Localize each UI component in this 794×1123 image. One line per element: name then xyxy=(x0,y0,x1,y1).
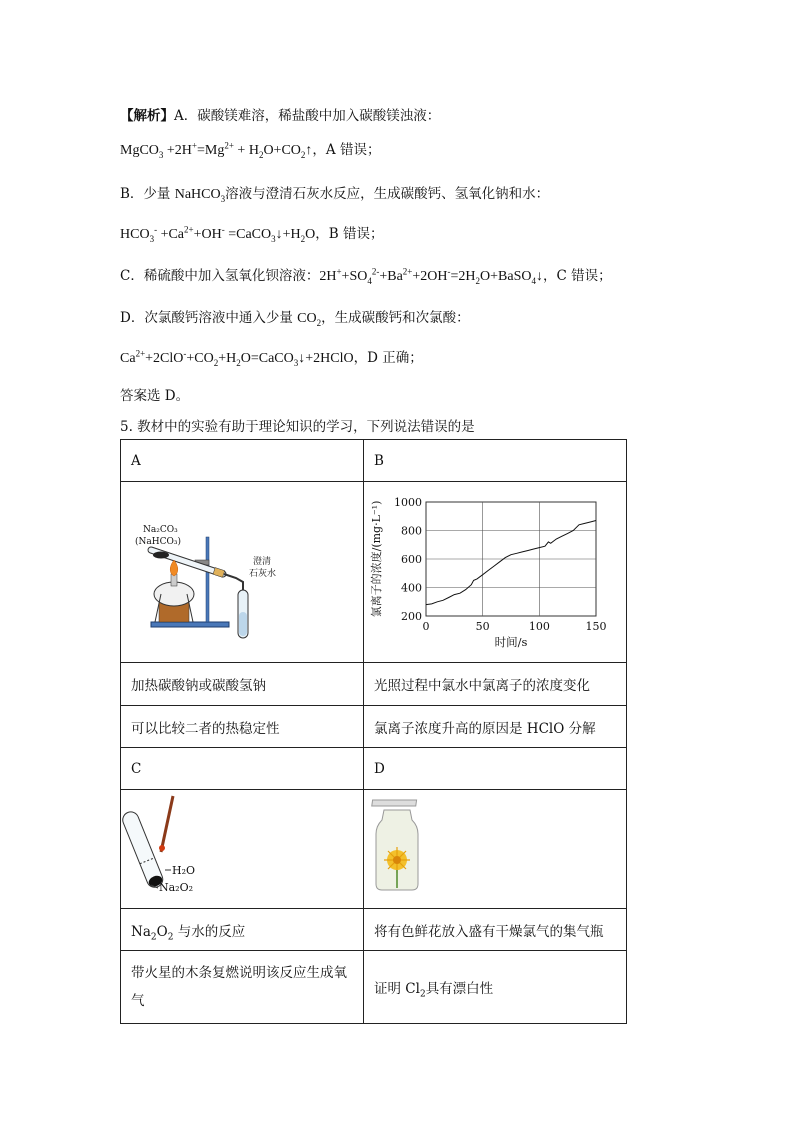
cell-d-desc2b: 具有漂白性 xyxy=(425,981,494,997)
cell-d-label: D xyxy=(364,748,627,790)
analysis-d-line: D．次氯酸钙溶液中通入少量 $CO_2$，生成碳酸钙和次氯酸： xyxy=(120,310,470,328)
chloride-concentration-chart xyxy=(364,482,626,658)
cell-c-desc1: $Na_2O_2$ 与水的反应 xyxy=(121,909,364,951)
equation-a: MgCO$_3$ $+2H^+=Mg^{2+}$ + $H_2O+CO_2↑$，A 错误； xyxy=(120,140,381,160)
fig-c-na2o2: Na₂O₂ xyxy=(159,881,194,894)
x-tick-label: 50 xyxy=(475,620,490,633)
cell-d-desc1: 将有色鲜花放入盛有干燥氯气的集气瓶 xyxy=(364,909,627,951)
equation-a-tail: ，A 错误； xyxy=(312,142,381,158)
cell-d-desc2a: 证明 xyxy=(374,981,406,997)
cell-a-desc1: 加热碳酸钠或碳酸氢钠 xyxy=(121,663,364,706)
y-tick-label: 1000 xyxy=(394,496,422,509)
figure-a-cell xyxy=(121,482,364,663)
y-axis-label: 氯离子的浓度/(mg·L⁻¹) xyxy=(370,500,383,618)
x-tick-label: 150 xyxy=(585,620,607,633)
cell-d-desc2: 证明 $Cl_2$具有漂白性 xyxy=(364,951,627,1024)
y-tick-label: 800 xyxy=(401,524,422,538)
equation-b-tail: ，B 错误； xyxy=(315,226,384,242)
series-line xyxy=(426,521,596,605)
analysis-a-text: A．碳酸镁难溶，稀盐酸中加入碳酸镁浊液： xyxy=(174,108,441,124)
test-tube-figure xyxy=(121,790,363,904)
answer-line: 答案选 D。 xyxy=(120,388,190,404)
analysis-b-text-1: B．少量 xyxy=(120,186,175,202)
analysis-c-line: C．稀硫酸中加入氢氧化钡溶液：$2H^++SO_4^{2-}+Ba^{2+}+2OH^-=2H_2O+BaSO_4↓$，C 错误； xyxy=(120,266,612,286)
equation-b: $HCO_3^- +Ca^{2+}+OH^-$ $=CaCO_3↓+H_2O$，B 错误； xyxy=(120,224,384,244)
analysis-c-tail: ，C 错误； xyxy=(542,268,612,284)
x-tick-label: 0 xyxy=(422,620,430,633)
analysis-b-text-2: 溶液与澄清石灰水反应，生成碳酸钙、氢氧化钠和水： xyxy=(225,186,550,202)
cell-a-label: A xyxy=(121,440,364,482)
fig-a-label-top: Na₂CO₃ xyxy=(143,525,178,535)
analysis-bracket: 【解析】 xyxy=(120,108,174,124)
analysis-d-text-2: ，生成碳酸钙和次氯酸： xyxy=(321,310,470,326)
analysis-a-line xyxy=(120,104,440,124)
cell-b-desc1: 光照过程中氯水中氯离子的浓度变化 xyxy=(364,663,627,706)
options-table xyxy=(120,439,627,1024)
equation-d: $Ca^{2+}+2ClO^-+CO_2+H_2O=CaCO_3↓+2HClO$，D 正确； xyxy=(120,348,423,368)
y-tick-label: 600 xyxy=(401,553,422,566)
figure-c-cell xyxy=(121,790,364,909)
y-tick-label: 400 xyxy=(401,581,422,595)
x-axis-label: 时间/s xyxy=(494,635,528,649)
cell-b-desc2: 氯离子浓度升高的原因是 HClO 分解 xyxy=(364,706,627,748)
figure-d-cell xyxy=(364,790,627,909)
cell-a-desc2: 可以比较二者的热稳定性 xyxy=(121,706,364,748)
cell-c-label: C xyxy=(121,748,364,790)
x-tick-label: 100 xyxy=(528,620,550,633)
question-stem: 5. 教材中的实验有助于理论知识的学习，下列说法错误的是 xyxy=(120,419,475,435)
analysis-d-text-1: D．次氯酸钙溶液中通入少量 xyxy=(120,310,298,326)
cell-c-desc2: 带火星的木条复燃说明该反应生成氧气 xyxy=(121,951,364,1024)
fig-a-label-right2: 石灰水 xyxy=(249,569,277,579)
gas-bottle-flower-figure xyxy=(364,790,626,904)
analysis-b-line: B．少量 NaHCO$_3$溶液与澄清石灰水反应，生成碳酸钙、氢氧化钠和水： xyxy=(120,186,550,204)
analysis-c-text: C．稀硫酸中加入氢氧化钡溶液： xyxy=(120,268,320,284)
y-tick-label: 200 xyxy=(401,610,422,623)
fig-c-h2o: H₂O xyxy=(172,864,196,877)
heating-apparatus-figure xyxy=(121,482,363,658)
figure-b-cell xyxy=(364,482,627,663)
fig-a-label-bottom: (NaHCO₃) xyxy=(135,537,181,547)
cell-b-label: B xyxy=(364,440,627,482)
fig-a-label-right1: 澄清 xyxy=(253,557,272,567)
equation-d-tail: ，D 正确； xyxy=(353,350,423,366)
